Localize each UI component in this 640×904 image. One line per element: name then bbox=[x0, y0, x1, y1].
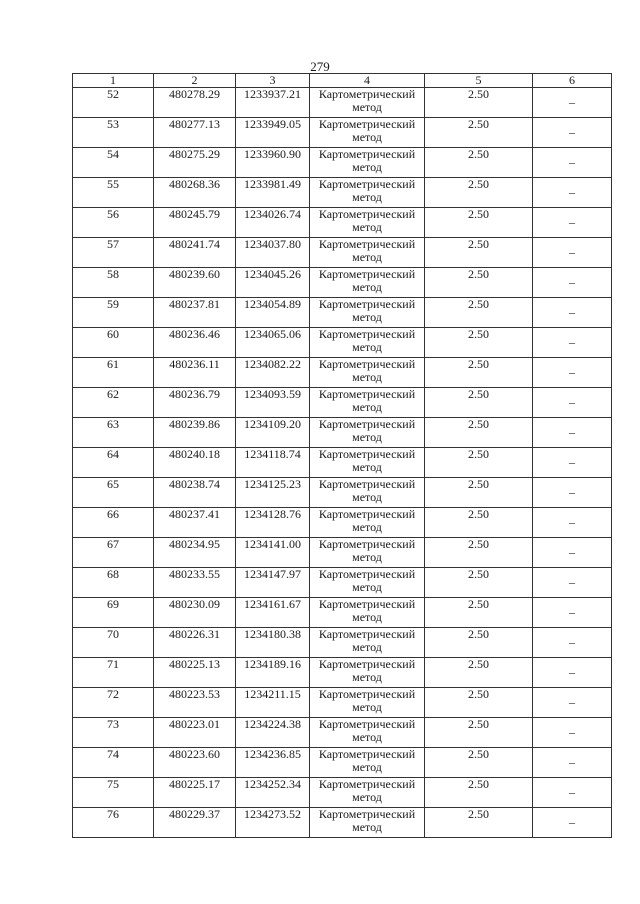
method-cell: Картометрический метод bbox=[310, 118, 425, 148]
method-cell: Картометрический метод bbox=[310, 148, 425, 178]
y-coordinate-cell: 1234128.76 bbox=[236, 508, 310, 538]
point-number-cell: 57 bbox=[73, 238, 154, 268]
x-coordinate-cell: 480230.09 bbox=[154, 598, 236, 628]
point-number-cell: 62 bbox=[73, 388, 154, 418]
method-cell: Картометрический метод bbox=[310, 478, 425, 508]
point-number-cell: 65 bbox=[73, 478, 154, 508]
table-row bbox=[73, 418, 612, 448]
y-coordinate-cell: 1234211.15 bbox=[236, 688, 310, 718]
point-number-cell: 58 bbox=[73, 268, 154, 298]
y-coordinate-cell: 1234082.22 bbox=[236, 358, 310, 388]
y-coordinate-cell: 1234026.74 bbox=[236, 208, 310, 238]
y-coordinate-cell: 1234273.52 bbox=[236, 808, 310, 838]
method-cell: Картометрический метод bbox=[310, 628, 425, 658]
x-coordinate-cell: 480277.13 bbox=[154, 118, 236, 148]
y-coordinate-cell: 1234125.23 bbox=[236, 478, 310, 508]
method-cell: Картометрический метод bbox=[310, 778, 425, 808]
y-coordinate-cell: 1234180.38 bbox=[236, 628, 310, 658]
accuracy-cell: 2.50 bbox=[425, 598, 533, 628]
y-coordinate-cell: 1234065.06 bbox=[236, 328, 310, 358]
note-cell: – bbox=[533, 538, 612, 568]
y-coordinate-cell: 1234252.34 bbox=[236, 778, 310, 808]
note-cell: – bbox=[533, 598, 612, 628]
x-coordinate-cell: 480225.13 bbox=[154, 658, 236, 688]
method-cell: Картометрический метод bbox=[310, 718, 425, 748]
method-cell: Картометрический метод bbox=[310, 208, 425, 238]
table-row bbox=[73, 538, 612, 568]
note-cell: – bbox=[533, 778, 612, 808]
table-row bbox=[73, 448, 612, 478]
point-number-cell: 61 bbox=[73, 358, 154, 388]
table-row bbox=[73, 148, 612, 178]
y-coordinate-cell: 1234224.38 bbox=[236, 718, 310, 748]
point-number-cell: 71 bbox=[73, 658, 154, 688]
point-number-cell: 59 bbox=[73, 298, 154, 328]
table-row bbox=[73, 208, 612, 238]
accuracy-cell: 2.50 bbox=[425, 298, 533, 328]
note-cell: – bbox=[533, 388, 612, 418]
note-cell: – bbox=[533, 88, 612, 118]
method-cell: Картометрический метод bbox=[310, 358, 425, 388]
method-cell: Картометрический метод bbox=[310, 598, 425, 628]
note-cell: – bbox=[533, 688, 612, 718]
y-coordinate-cell: 1234093.59 bbox=[236, 388, 310, 418]
accuracy-cell: 2.50 bbox=[425, 88, 533, 118]
table-row bbox=[73, 778, 612, 808]
accuracy-cell: 2.50 bbox=[425, 808, 533, 838]
note-cell: – bbox=[533, 238, 612, 268]
table-row bbox=[73, 508, 612, 538]
point-number-cell: 56 bbox=[73, 208, 154, 238]
x-coordinate-cell: 480225.17 bbox=[154, 778, 236, 808]
header-cell-3: 3 bbox=[236, 74, 310, 88]
x-coordinate-cell: 480229.37 bbox=[154, 808, 236, 838]
method-cell: Картометрический метод bbox=[310, 238, 425, 268]
header-cell-2: 2 bbox=[154, 74, 236, 88]
x-coordinate-cell: 480240.18 bbox=[154, 448, 236, 478]
x-coordinate-cell: 480233.55 bbox=[154, 568, 236, 598]
note-cell: – bbox=[533, 298, 612, 328]
note-cell: – bbox=[533, 178, 612, 208]
header-cell-1: 1 bbox=[73, 74, 154, 88]
accuracy-cell: 2.50 bbox=[425, 418, 533, 448]
point-number-cell: 55 bbox=[73, 178, 154, 208]
table-body bbox=[73, 88, 612, 838]
note-cell: – bbox=[533, 328, 612, 358]
x-coordinate-cell: 480237.41 bbox=[154, 508, 236, 538]
y-coordinate-cell: 1234054.89 bbox=[236, 298, 310, 328]
point-number-cell: 63 bbox=[73, 418, 154, 448]
x-coordinate-cell: 480223.53 bbox=[154, 688, 236, 718]
method-cell: Картометрический метод bbox=[310, 88, 425, 118]
y-coordinate-cell: 1234109.20 bbox=[236, 418, 310, 448]
y-coordinate-cell: 1234236.85 bbox=[236, 748, 310, 778]
accuracy-cell: 2.50 bbox=[425, 538, 533, 568]
note-cell: – bbox=[533, 118, 612, 148]
method-cell: Картометрический метод bbox=[310, 268, 425, 298]
y-coordinate-cell: 1233981.49 bbox=[236, 178, 310, 208]
table-row bbox=[73, 118, 612, 148]
y-coordinate-cell: 1234118.74 bbox=[236, 448, 310, 478]
note-cell: – bbox=[533, 478, 612, 508]
x-coordinate-cell: 480223.60 bbox=[154, 748, 236, 778]
point-number-cell: 67 bbox=[73, 538, 154, 568]
note-cell: – bbox=[533, 268, 612, 298]
coordinates-table bbox=[72, 73, 612, 838]
note-cell: – bbox=[533, 808, 612, 838]
accuracy-cell: 2.50 bbox=[425, 448, 533, 478]
x-coordinate-cell: 480234.95 bbox=[154, 538, 236, 568]
page-number: 279 bbox=[310, 59, 330, 74]
x-coordinate-cell: 480237.81 bbox=[154, 298, 236, 328]
method-cell: Картометрический метод bbox=[310, 328, 425, 358]
table-row bbox=[73, 808, 612, 838]
y-coordinate-cell: 1234189.16 bbox=[236, 658, 310, 688]
y-coordinate-cell: 1234037.80 bbox=[236, 238, 310, 268]
point-number-cell: 70 bbox=[73, 628, 154, 658]
x-coordinate-cell: 480245.79 bbox=[154, 208, 236, 238]
method-cell: Картометрический метод bbox=[310, 298, 425, 328]
accuracy-cell: 2.50 bbox=[425, 238, 533, 268]
x-coordinate-cell: 480238.74 bbox=[154, 478, 236, 508]
table-row bbox=[73, 718, 612, 748]
note-cell: – bbox=[533, 658, 612, 688]
y-coordinate-cell: 1233937.21 bbox=[236, 88, 310, 118]
header-cell-6: 6 bbox=[533, 74, 612, 88]
point-number-cell: 64 bbox=[73, 448, 154, 478]
point-number-cell: 76 bbox=[73, 808, 154, 838]
method-cell: Картометрический метод bbox=[310, 568, 425, 598]
note-cell: – bbox=[533, 448, 612, 478]
note-cell: – bbox=[533, 718, 612, 748]
x-coordinate-cell: 480268.36 bbox=[154, 178, 236, 208]
header-row bbox=[73, 74, 612, 88]
point-number-cell: 74 bbox=[73, 748, 154, 778]
y-coordinate-cell: 1233960.90 bbox=[236, 148, 310, 178]
point-number-cell: 66 bbox=[73, 508, 154, 538]
note-cell: – bbox=[533, 208, 612, 238]
point-number-cell: 69 bbox=[73, 598, 154, 628]
table-row bbox=[73, 178, 612, 208]
table-row bbox=[73, 328, 612, 358]
y-coordinate-cell: 1233949.05 bbox=[236, 118, 310, 148]
y-coordinate-cell: 1234045.26 bbox=[236, 268, 310, 298]
x-coordinate-cell: 480241.74 bbox=[154, 238, 236, 268]
x-coordinate-cell: 480223.01 bbox=[154, 718, 236, 748]
table-row bbox=[73, 748, 612, 778]
note-cell: – bbox=[533, 628, 612, 658]
accuracy-cell: 2.50 bbox=[425, 478, 533, 508]
method-cell: Картометрический метод bbox=[310, 388, 425, 418]
accuracy-cell: 2.50 bbox=[425, 508, 533, 538]
method-cell: Картометрический метод bbox=[310, 538, 425, 568]
table-row bbox=[73, 688, 612, 718]
x-coordinate-cell: 480226.31 bbox=[154, 628, 236, 658]
point-number-cell: 53 bbox=[73, 118, 154, 148]
table-row bbox=[73, 598, 612, 628]
accuracy-cell: 2.50 bbox=[425, 628, 533, 658]
header-cell-4: 4 bbox=[310, 74, 425, 88]
accuracy-cell: 2.50 bbox=[425, 718, 533, 748]
accuracy-cell: 2.50 bbox=[425, 658, 533, 688]
table-row bbox=[73, 568, 612, 598]
table-row bbox=[73, 238, 612, 268]
table-row bbox=[73, 628, 612, 658]
table-row bbox=[73, 298, 612, 328]
x-coordinate-cell: 480236.46 bbox=[154, 328, 236, 358]
x-coordinate-cell: 480278.29 bbox=[154, 88, 236, 118]
point-number-cell: 60 bbox=[73, 328, 154, 358]
table-row bbox=[73, 478, 612, 508]
table-row bbox=[73, 268, 612, 298]
method-cell: Картометрический метод bbox=[310, 508, 425, 538]
table-row bbox=[73, 388, 612, 418]
method-cell: Картометрический метод bbox=[310, 178, 425, 208]
point-number-cell: 68 bbox=[73, 568, 154, 598]
accuracy-cell: 2.50 bbox=[425, 748, 533, 778]
x-coordinate-cell: 480239.60 bbox=[154, 268, 236, 298]
accuracy-cell: 2.50 bbox=[425, 208, 533, 238]
accuracy-cell: 2.50 bbox=[425, 388, 533, 418]
accuracy-cell: 2.50 bbox=[425, 148, 533, 178]
point-number-cell: 54 bbox=[73, 148, 154, 178]
note-cell: – bbox=[533, 358, 612, 388]
method-cell: Картометрический метод bbox=[310, 748, 425, 778]
x-coordinate-cell: 480236.79 bbox=[154, 388, 236, 418]
point-number-cell: 75 bbox=[73, 778, 154, 808]
method-cell: Картометрический метод bbox=[310, 808, 425, 838]
note-cell: – bbox=[533, 508, 612, 538]
accuracy-cell: 2.50 bbox=[425, 268, 533, 298]
accuracy-cell: 2.50 bbox=[425, 688, 533, 718]
note-cell: – bbox=[533, 568, 612, 598]
table-row bbox=[73, 358, 612, 388]
note-cell: – bbox=[533, 418, 612, 448]
y-coordinate-cell: 1234161.67 bbox=[236, 598, 310, 628]
x-coordinate-cell: 480236.11 bbox=[154, 358, 236, 388]
accuracy-cell: 2.50 bbox=[425, 178, 533, 208]
y-coordinate-cell: 1234147.97 bbox=[236, 568, 310, 598]
method-cell: Картометрический метод bbox=[310, 658, 425, 688]
accuracy-cell: 2.50 bbox=[425, 118, 533, 148]
note-cell: – bbox=[533, 148, 612, 178]
x-coordinate-cell: 480275.29 bbox=[154, 148, 236, 178]
y-coordinate-cell: 1234141.00 bbox=[236, 538, 310, 568]
method-cell: Картометрический метод bbox=[310, 418, 425, 448]
method-cell: Картометрический метод bbox=[310, 688, 425, 718]
table-row bbox=[73, 88, 612, 118]
header-cell-5: 5 bbox=[425, 74, 533, 88]
point-number-cell: 52 bbox=[73, 88, 154, 118]
table-row bbox=[73, 658, 612, 688]
point-number-cell: 72 bbox=[73, 688, 154, 718]
accuracy-cell: 2.50 bbox=[425, 568, 533, 598]
point-number-cell: 73 bbox=[73, 718, 154, 748]
accuracy-cell: 2.50 bbox=[425, 778, 533, 808]
accuracy-cell: 2.50 bbox=[425, 328, 533, 358]
note-cell: – bbox=[533, 748, 612, 778]
accuracy-cell: 2.50 bbox=[425, 358, 533, 388]
method-cell: Картометрический метод bbox=[310, 448, 425, 478]
x-coordinate-cell: 480239.86 bbox=[154, 418, 236, 448]
